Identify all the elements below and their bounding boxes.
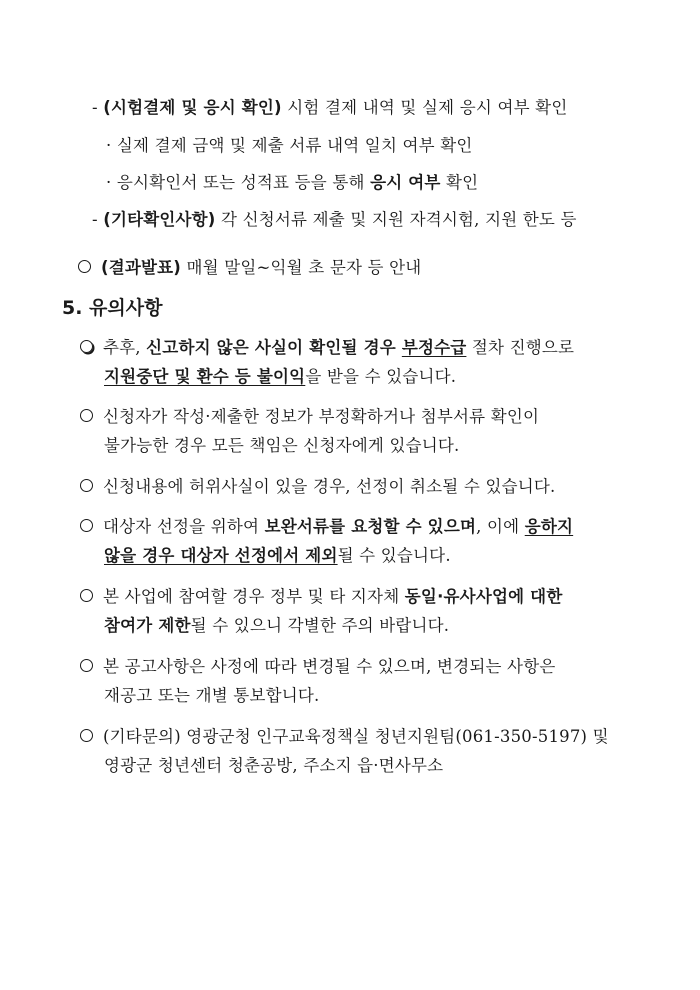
item-text: 신청내용에 허위사실이 있을 경우, 선정이 취소될 수 있습니다. bbox=[103, 477, 556, 496]
circle-bullet-icon bbox=[80, 519, 93, 532]
item-text: 될 수 있습니다. bbox=[337, 546, 451, 565]
notice-item-5-line2 bbox=[104, 615, 449, 637]
item-text: 을 받을 수 있습니다. bbox=[305, 367, 457, 386]
sub-item-payment-match bbox=[106, 135, 473, 157]
item-text: 추후, bbox=[103, 338, 147, 357]
notice-item-1-line1 bbox=[80, 337, 574, 359]
item-text: 확인 bbox=[440, 173, 479, 192]
item-text: 대상자 선정을 위하여 bbox=[103, 517, 265, 536]
item-text: · 응시확인서 또는 성적표 등을 통해 bbox=[106, 173, 371, 192]
item-text: 매월 말일~익월 초 문자 등 안내 bbox=[181, 258, 422, 277]
notice-item-7-line2: 영광군 청년센터 청춘공방, 주소지 읍·면사무소 bbox=[104, 756, 444, 775]
circle-bullet-icon bbox=[80, 409, 93, 422]
dash-marker: - bbox=[92, 98, 104, 117]
section-heading: 5. 유의사항 bbox=[62, 297, 163, 319]
item-text: 될 수 있으니 각별한 주의 바랍니다. bbox=[190, 616, 450, 635]
bold-text: 동일·유사사업에 대한 bbox=[404, 587, 563, 606]
sub-item-attendance-proof bbox=[106, 172, 478, 194]
item-text: · 실제 결제 금액 및 제출 서류 내역 일치 여부 확인 bbox=[106, 136, 473, 155]
circle-bullet-icon bbox=[80, 340, 93, 353]
circle-bullet-icon bbox=[78, 260, 91, 273]
underlined-bold-text: 않을 경우 대상자 선정에서 제외 bbox=[104, 546, 338, 565]
notice-item-2-line1 bbox=[80, 406, 539, 428]
item-text: 절차 진행으로 bbox=[466, 338, 575, 357]
item-result-announcement bbox=[78, 257, 421, 279]
circle-bullet-icon bbox=[80, 479, 93, 492]
underlined-bold-text: 부정수급 bbox=[401, 338, 467, 357]
bold-label: (시험결제 및 응시 확인) bbox=[103, 98, 282, 117]
item-other-checks bbox=[92, 209, 577, 231]
bold-text: 응시 여부 bbox=[370, 173, 441, 192]
item-exam-payment-check bbox=[92, 97, 567, 119]
bold-text: 보완서류를 요청할 수 있으며 bbox=[264, 517, 477, 536]
bold-label: (결과발표) bbox=[101, 258, 182, 277]
notice-item-7-line1 bbox=[80, 726, 609, 748]
notice-item-6-line1 bbox=[80, 656, 555, 678]
bold-text: 참여가 제한 bbox=[104, 616, 191, 635]
notice-item-3-line1 bbox=[80, 476, 555, 498]
notice-item-5-line1 bbox=[80, 586, 562, 608]
circle-bullet-icon bbox=[80, 659, 93, 672]
item-text: 본 사업에 참여할 경우 정부 및 타 지자체 bbox=[103, 587, 405, 606]
notice-item-4-line2 bbox=[104, 545, 451, 567]
item-text: 신청자가 작성·제출한 정보가 부정확하거나 첨부서류 확인이 bbox=[103, 407, 540, 426]
dash-marker: - bbox=[92, 210, 104, 229]
circle-bullet-icon bbox=[80, 729, 93, 742]
item-text: 각 신청서류 제출 및 지원 자격시험, 지원 한도 등 bbox=[215, 210, 577, 229]
item-text: 본 공고사항은 사정에 따라 변경될 수 있으며, 변경되는 사항은 bbox=[103, 657, 556, 676]
item-text: , 이에 bbox=[476, 517, 525, 536]
bold-text: 신고하지 않은 사실이 확인될 경우 bbox=[146, 338, 402, 357]
notice-item-6-line2: 재공고 또는 개별 통보합니다. bbox=[104, 686, 320, 705]
circle-bullet-icon bbox=[80, 589, 93, 602]
item-text: 시험 결제 내역 및 실제 응시 여부 확인 bbox=[281, 98, 568, 117]
notice-item-1-line2 bbox=[104, 366, 456, 388]
underlined-bold-text: 응하지 bbox=[524, 517, 574, 536]
notice-item-4-line1 bbox=[80, 516, 573, 538]
bold-label: (기타확인사항) bbox=[103, 210, 216, 229]
item-text: (기타문의) 영광군청 인구교육정책실 청년지원팀(061-350-5197) 및 bbox=[103, 727, 609, 746]
underlined-bold-text: 지원중단 및 환수 등 불이익 bbox=[104, 367, 306, 386]
notice-item-2-line2: 불가능한 경우 모든 책임은 신청자에게 있습니다. bbox=[104, 436, 460, 455]
